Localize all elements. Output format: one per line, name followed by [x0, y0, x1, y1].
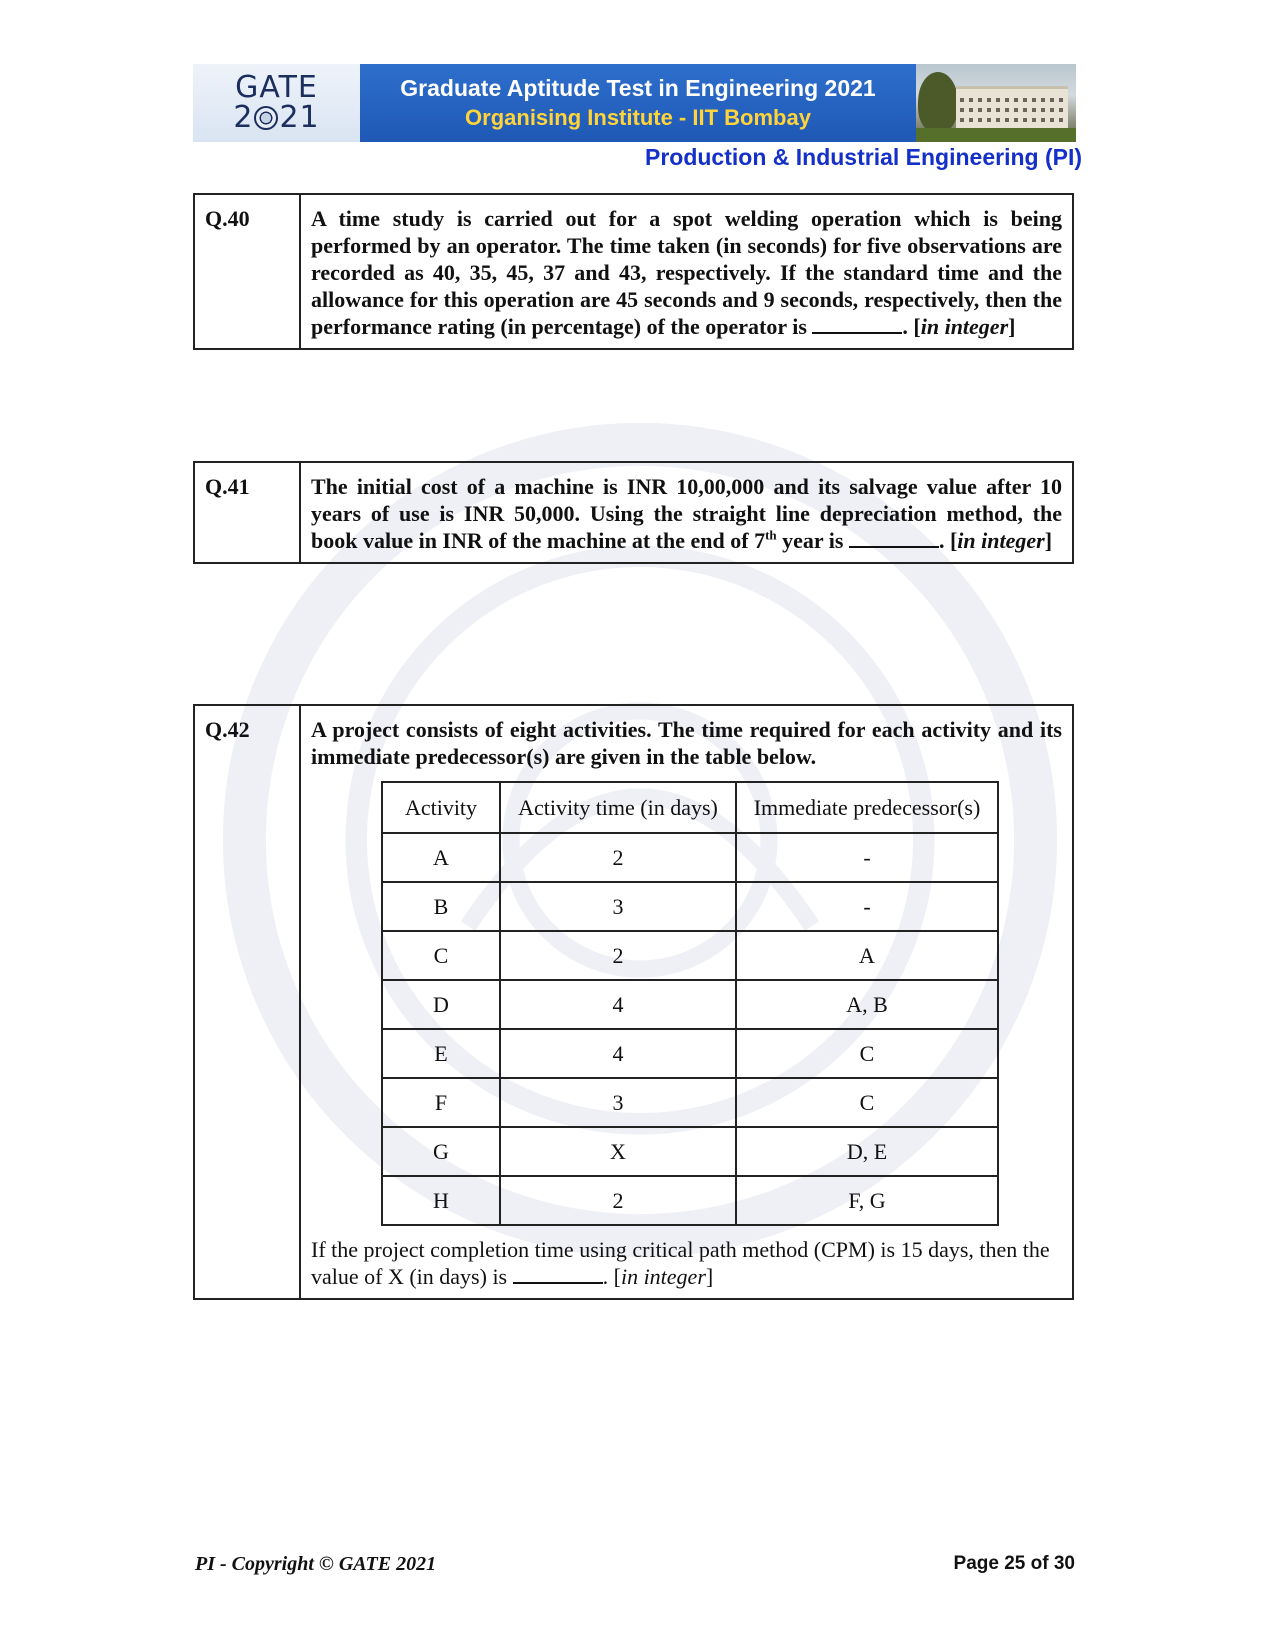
banner-title: Graduate Aptitude Test in Engineering 2021 [400, 75, 876, 101]
building-windows [960, 98, 1064, 102]
building-windows [960, 118, 1064, 122]
predecessor-cell: A [736, 931, 998, 980]
activity-cell: H [382, 1176, 500, 1225]
logo-year-right: 21 [279, 100, 320, 135]
activity-cell: A [382, 833, 500, 882]
activity-table [381, 781, 999, 1226]
table-row [382, 980, 998, 1029]
predecessor-cell: - [736, 882, 998, 931]
answer-blank [513, 1266, 603, 1284]
time-cell: 3 [500, 882, 736, 931]
logo-year [233, 100, 320, 135]
answer-blank [812, 316, 902, 334]
time-cell: 2 [500, 931, 736, 980]
iit-seal-icon [254, 106, 278, 130]
question-body-end: year is [776, 528, 844, 553]
answer-type: in integer [620, 1264, 706, 1289]
footer-copyright: PI - Copyright © GATE 2021 [195, 1553, 437, 1575]
time-cell: 4 [500, 980, 736, 1029]
table-row [382, 1078, 998, 1127]
question-body: A time study is carried out for a spot welding operation which is being performed by an operator. The time taken (in seconds) for five observations are recorded as 40, 35, 45, 37 and 43, respectively. If the standard time and the allowance for this operation are 45 seconds and 9 seconds, respectively, then the performance rating (in percentage) of the operator is [311, 206, 1062, 339]
question-text: The initial cost of a machine is INR 10,00,000 and its salvage value after 10 years of use is INR 50,000. Using the straight line depreciation method, the book value in INR of the machine at the end of 7th year is . [in integer] [311, 474, 1062, 553]
question-number: Q.42 [195, 706, 301, 1298]
banner-subtitle: Organising Institute - IIT Bombay [465, 105, 811, 130]
question-intro: A project consists of eight activities. The time required for each activity and its immediate predecessor(s) are given in the table below. [311, 717, 1062, 769]
logo-year-left: 2 [233, 100, 254, 135]
question-body: The initial cost of a machine is INR 10,00,000 and its salvage value after 10 years of use is INR 50,000. Using the straight line depreciation method, the book value in INR of the machine at the end of 7 [311, 474, 1062, 553]
gate-logo [193, 64, 360, 142]
activity-cell: E [382, 1029, 500, 1078]
activity-cell: B [382, 882, 500, 931]
title-banner [360, 64, 916, 142]
question-number: Q.40 [195, 195, 301, 348]
time-cell: X [500, 1127, 736, 1176]
question-outro-text: If the project completion time using critical path method (CPM) is 15 days, then the value of X (in days) is [311, 1237, 1050, 1289]
table-row [382, 1176, 998, 1225]
tree-shape [918, 72, 958, 132]
table-row [382, 882, 998, 931]
activity-cell: D [382, 980, 500, 1029]
predecessor-cell: C [736, 1029, 998, 1078]
building-windows [960, 108, 1064, 112]
table-row [382, 1127, 998, 1176]
time-cell: 2 [500, 1176, 736, 1225]
time-cell: 2 [500, 833, 736, 882]
footer-page-number: Page 25 of 30 [953, 1553, 1075, 1574]
predecessor-cell: - [736, 833, 998, 882]
question-number: Q.41 [195, 463, 301, 562]
question-text: A time study is carried out for a spot welding operation which is being performed by an operator. The time taken (in seconds) for five observations are recorded as 40, 35, 45, 37 and 43, respectively. If the standard time and the allowance for this operation are 45 seconds and 9 seconds, respectively, then the performance rating (in percentage) of the operator is . [in integer] [311, 206, 1062, 339]
table-row [382, 931, 998, 980]
header-banner [193, 64, 1076, 142]
answer-blank [849, 530, 939, 548]
question-outro: If the project completion time using critical path method (CPM) is 15 days, then the value of X (in days) is . [in integer] [311, 1237, 1050, 1289]
predecessor-cell: A, B [736, 980, 998, 1029]
predecessor-cell: D, E [736, 1127, 998, 1176]
predecessor-cell: F, G [736, 1176, 998, 1225]
question-42 [193, 704, 1074, 1300]
lawn-shape [916, 128, 1076, 142]
answer-type: in integer [957, 528, 1045, 553]
table-row [382, 833, 998, 882]
column-header: Activity time (in days) [500, 782, 736, 833]
question-41 [193, 461, 1074, 564]
activity-cell: G [382, 1127, 500, 1176]
time-cell: 3 [500, 1078, 736, 1127]
column-header: Immediate predecessor(s) [736, 782, 998, 833]
activity-cell: C [382, 931, 500, 980]
subject-title: Production & Industrial Engineering (PI) [644, 144, 1082, 170]
logo-gate-text: GATE [235, 70, 318, 105]
column-header: Activity [382, 782, 500, 833]
activity-cell: F [382, 1078, 500, 1127]
question-text [301, 706, 1072, 1298]
table-row [382, 1029, 998, 1078]
table-header-row [382, 782, 998, 833]
ordinal-suffix: th [765, 527, 777, 543]
question-40 [193, 193, 1074, 350]
predecessor-cell: C [736, 1078, 998, 1127]
answer-type: in integer [920, 314, 1009, 339]
campus-building-image [916, 64, 1076, 142]
time-cell: 4 [500, 1029, 736, 1078]
